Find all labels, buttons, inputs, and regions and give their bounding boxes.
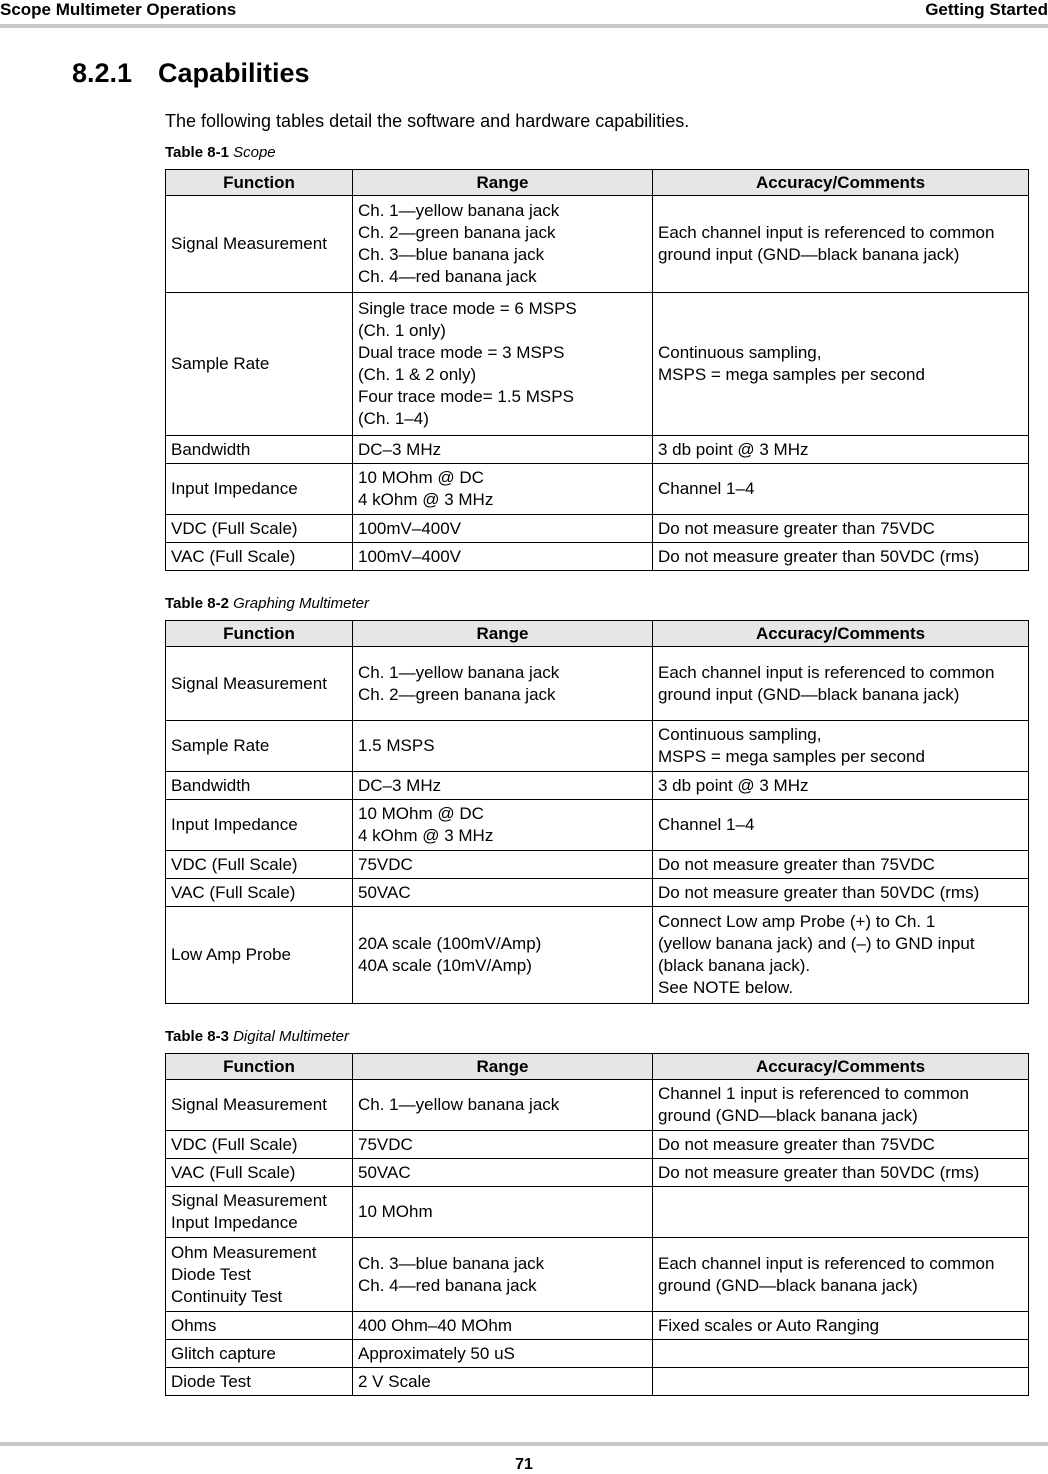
table-row: [166, 1187, 1029, 1238]
cell-accuracy: Each channel input is referenced to common ground input (GND—black banana jack): [653, 196, 1029, 293]
table-row: [166, 851, 1029, 879]
cell-function: Signal Measurement: [166, 647, 353, 721]
cell-accuracy: 3 db point @ 3 MHz: [653, 436, 1029, 464]
cell-range: 10 MOhm: [353, 1187, 653, 1238]
table-row: [166, 196, 1029, 293]
cell-accuracy: Do not measure greater than 50VDC (rms): [653, 543, 1029, 571]
table-row: [166, 721, 1029, 772]
column-header-range: Range: [353, 170, 653, 196]
cell-accuracy: Channel 1–4: [653, 464, 1029, 515]
table-row: [166, 800, 1029, 851]
cell-range: 20A scale (100mV/Amp) 40A scale (10mV/Amp): [353, 907, 653, 1004]
cell-accuracy: [653, 1368, 1029, 1396]
table-row: [166, 1238, 1029, 1312]
cell-accuracy: Each channel input is referenced to common ground input (GND—black banana jack): [653, 647, 1029, 721]
cell-range: 10 MOhm @ DC 4 kOhm @ 3 MHz: [353, 800, 653, 851]
cell-function: VAC (Full Scale): [166, 1159, 353, 1187]
page-header: [0, 0, 1048, 24]
cell-range: 100mV–400V: [353, 543, 653, 571]
column-header-accuracy: Accuracy/Comments: [653, 170, 1029, 196]
table-row: [166, 1080, 1029, 1131]
table-row: [166, 1131, 1029, 1159]
table-row: [166, 907, 1029, 1004]
cell-range: Approximately 50 uS: [353, 1340, 653, 1368]
cell-function: Sample Rate: [166, 293, 353, 436]
column-header-range: Range: [353, 621, 653, 647]
cell-range: Ch. 1—yellow banana jack Ch. 2—green banana jack Ch. 3—blue banana jack Ch. 4—red banana jack: [353, 196, 653, 293]
cell-function: Input Impedance: [166, 464, 353, 515]
cell-accuracy: Fixed scales or Auto Ranging: [653, 1312, 1029, 1340]
cell-function: Bandwidth: [166, 436, 353, 464]
cell-accuracy: Channel 1–4: [653, 800, 1029, 851]
column-header-function: Function: [166, 170, 353, 196]
digital-multimeter-table: [165, 1053, 1029, 1396]
cell-function: Signal Measurement Input Impedance: [166, 1187, 353, 1238]
table-caption-scope: [165, 144, 276, 161]
table-row: [166, 293, 1029, 436]
table-row: [166, 1159, 1029, 1187]
cell-range: 1.5 MSPS: [353, 721, 653, 772]
cell-range: 50VAC: [353, 1159, 653, 1187]
column-header-accuracy: Accuracy/Comments: [653, 621, 1029, 647]
cell-function: Sample Rate: [166, 721, 353, 772]
column-header-accuracy: Accuracy/Comments: [653, 1054, 1029, 1080]
cell-range: 400 Ohm–40 MOhm: [353, 1312, 653, 1340]
table-row: [166, 1368, 1029, 1396]
section-number: 8.2.1: [72, 58, 133, 88]
table-label: Table 8-2: [165, 595, 229, 612]
cell-function: VDC (Full Scale): [166, 851, 353, 879]
cell-function: Glitch capture: [166, 1340, 353, 1368]
table-row: [166, 1340, 1029, 1368]
table-header-row: [166, 170, 1029, 196]
cell-function: Signal Measurement: [166, 1080, 353, 1131]
header-section-title: Getting Started: [925, 0, 1048, 19]
cell-accuracy: Do not measure greater than 75VDC: [653, 515, 1029, 543]
cell-function: Bandwidth: [166, 772, 353, 800]
cell-accuracy: Continuous sampling, MSPS = mega samples per second: [653, 721, 1029, 772]
cell-function: VAC (Full Scale): [166, 543, 353, 571]
scope-table: [165, 169, 1029, 571]
section-title: Capabilities: [158, 58, 310, 88]
table-row: [166, 543, 1029, 571]
table-row: [166, 879, 1029, 907]
cell-range: DC–3 MHz: [353, 436, 653, 464]
table-row: [166, 515, 1029, 543]
cell-function: VDC (Full Scale): [166, 1131, 353, 1159]
cell-accuracy: Do not measure greater than 50VDC (rms): [653, 1159, 1029, 1187]
table-header-row: [166, 621, 1029, 647]
cell-range: 2 V Scale: [353, 1368, 653, 1396]
cell-function: Ohms: [166, 1312, 353, 1340]
cell-function: Signal Measurement: [166, 196, 353, 293]
table-row: [166, 464, 1029, 515]
table-caption-graphing-multimeter: [165, 595, 369, 612]
cell-range: 75VDC: [353, 1131, 653, 1159]
header-rule: [0, 24, 1048, 28]
cell-accuracy: Do not measure greater than 75VDC: [653, 1131, 1029, 1159]
table-label: Table 8-3: [165, 1028, 229, 1045]
cell-range: Single trace mode = 6 MSPS (Ch. 1 only) Dual trace mode = 3 MSPS (Ch. 1 & 2 only) Four trace mode= 1.5 MSPS (Ch. 1–4): [353, 293, 653, 436]
cell-function: Diode Test: [166, 1368, 353, 1396]
cell-function: Low Amp Probe: [166, 907, 353, 1004]
cell-range: 10 MOhm @ DC 4 kOhm @ 3 MHz: [353, 464, 653, 515]
cell-accuracy: [653, 1187, 1029, 1238]
section-heading: [72, 58, 310, 89]
cell-accuracy: Each channel input is referenced to common ground (GND—black banana jack): [653, 1238, 1029, 1312]
table-row: [166, 647, 1029, 721]
cell-accuracy: Continuous sampling, MSPS = mega samples per second: [653, 293, 1029, 436]
cell-range: Ch. 3—blue banana jack Ch. 4—red banana jack: [353, 1238, 653, 1312]
table-row: [166, 772, 1029, 800]
cell-function: VDC (Full Scale): [166, 515, 353, 543]
table-title: Digital Multimeter: [233, 1028, 349, 1045]
cell-function: Input Impedance: [166, 800, 353, 851]
cell-accuracy: Channel 1 input is referenced to common ground (GND—black banana jack): [653, 1080, 1029, 1131]
header-chapter-title: Scope Multimeter Operations: [0, 0, 237, 19]
cell-accuracy: Do not measure greater than 75VDC: [653, 851, 1029, 879]
table-row: [166, 436, 1029, 464]
table-row: [166, 1312, 1029, 1340]
cell-accuracy: [653, 1340, 1029, 1368]
cell-accuracy: Connect Low amp Probe (+) to Ch. 1 (yellow banana jack) and (–) to GND input (black banana jack). See NOTE below.: [653, 907, 1029, 1004]
cell-function: VAC (Full Scale): [166, 879, 353, 907]
table-header-row: [166, 1054, 1029, 1080]
cell-function: Ohm Measurement Diode Test Continuity Test: [166, 1238, 353, 1312]
cell-range: 75VDC: [353, 851, 653, 879]
cell-range: Ch. 1—yellow banana jack: [353, 1080, 653, 1131]
table-caption-digital-multimeter: [165, 1028, 349, 1045]
column-header-range: Range: [353, 1054, 653, 1080]
column-header-function: Function: [166, 1054, 353, 1080]
footer-rule: [0, 1442, 1048, 1446]
page-number: 71: [515, 1456, 533, 1473]
column-header-function: Function: [166, 621, 353, 647]
table-title: Graphing Multimeter: [233, 595, 369, 612]
cell-range: DC–3 MHz: [353, 772, 653, 800]
table-label: Table 8-1: [165, 144, 229, 161]
cell-accuracy: 3 db point @ 3 MHz: [653, 772, 1029, 800]
table-title: Scope: [233, 144, 276, 161]
cell-range: 100mV–400V: [353, 515, 653, 543]
graphing-multimeter-table: [165, 620, 1029, 1004]
cell-accuracy: Do not measure greater than 50VDC (rms): [653, 879, 1029, 907]
cell-range: Ch. 1—yellow banana jack Ch. 2—green banana jack: [353, 647, 653, 721]
cell-range: 50VAC: [353, 879, 653, 907]
intro-paragraph: The following tables detail the software and hardware capabilities.: [165, 111, 690, 131]
